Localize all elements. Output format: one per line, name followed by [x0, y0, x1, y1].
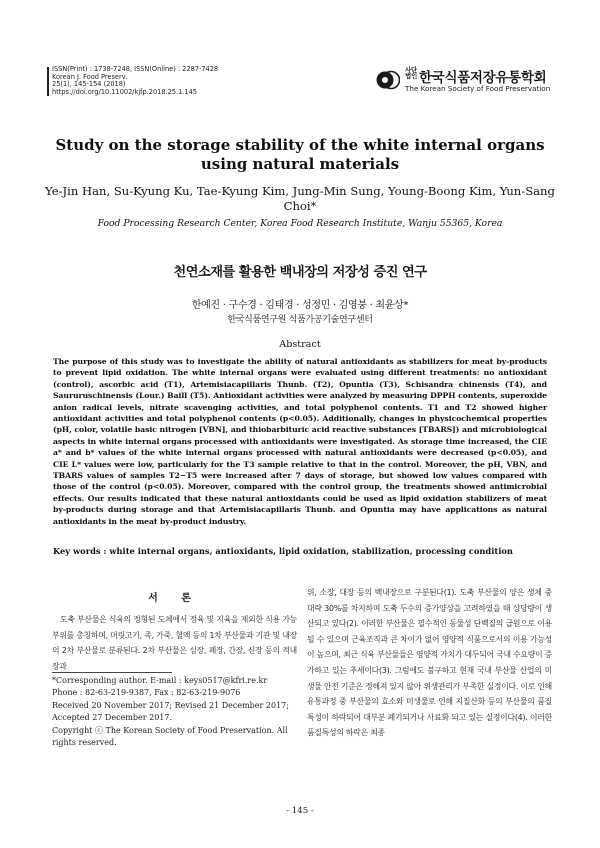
doi-link[interactable]: https://doi.org/10.11002/kjfp.2018.25.1.145 — [52, 87, 197, 96]
abstract-text: The purpose of this study was to investigate the ability of natural antioxidants as stabilizers for meat by-products to prevent lipid oxidation. The white internal organs were evaluated using different treatments: no antioxidant (control), ascorbic acid (T1), Artemisiacapillaris Thunb. (T2), Opuntia (T3), Schisandra chinensis (T4), and Saururuschinensis (Lour.) Baill (T5). Antioxidant activities were analyzed by measuring DPPH contents, superoxide anion radical levels, nitrate scavenging activities, and total polyphenol contents. T1 and T2 showed higher antioxidant activities and total polyphenol contents (p<0.05). Additionally, changes in physicochemical properties (pH, color, volatile basic nitrogen [VBN], and thiobarbituric acid reactive substances [TBARS]) and microbiological aspects in white internal organs processed with antioxidants were investigated. As storage time increased, the CIE a* and b* values of the white internal organs processed with natural antioxidants were decreased (p<0.05), and CIE L* values were low, particularly for the T3 sample relative to that in the control. Moreover, the pH, VBN, and TBARS values of samples T2−T5 were increased after 7 days of storage, but showed low values compared with those of the control (p<0.05). Moreover, compared with the control group, the treatments showed antimicrobial effects. Our results indicated that these natural antioxidants could be used as lipid oxidation stabilizers of meat by-products during storage and that Artemisiacapillaris Thunb. and Opuntia may have applications as natural antioxidants in the meat by-product industry. — [53, 357, 547, 526]
page-number: - 145 - — [286, 806, 314, 816]
society-logo — [376, 66, 556, 100]
society-english-name: The Korean Society of Food Preservation — [405, 84, 551, 93]
korean-affiliation: 한국식품연구원 식품가공기술연구센터 — [227, 315, 373, 325]
received-revised-dates: Received 20 November 2017; Revised 21 December 2017; — [52, 700, 289, 710]
paper-title: Study on the storage stability of the white internal organs using natural materials — [55, 136, 545, 173]
society-korean-name: 사단 법인 한국식품저장유통학회 — [405, 65, 547, 86]
introduction-right-column: 위, 소장, 대장 등의 백내장으로 구분된다(1). 도축 부산물의 양은 생체 중 대략 30%를 차지하며 도축 두수의 증가양상을 고려하였을 때 상당량이 생산되고 있다(2). 이러한 부산물은 필수적인 동물성 단백질의 급원으로 이용될 수 있으며 근육조직과 큰 차이가 없어 영양적 식품으로서의 이용 가능성이 높으며, 최근 식육 부산물들은 영양적 가치가 대두되어 국내 수요량이 증가하고 있는 추세이다(3). 그럼에도 불구하고 현재 국내 부산물 산업의 미생물 안전 기준은 정해져 있지 않아 위생관리가 부족한 실정이다. 이로 인해 유통과정 중 부산물의 효소와 미생물로 인해 지질산화 등의 부산물의 품질특성이 하락되어 대부분 폐기되거나 사료화 되고 있는 실정이다(4). 이러한 품질특성의 하락은 최종 — [307, 588, 553, 738]
paper-authors: Ye-Jin Han, Su-Kyung Ku, Tae-Kyung Kim, Jung-Min Sung, Young-Boong Kim, Yun-Sang Choi* — [45, 184, 555, 213]
header-accent-bar — [47, 67, 49, 96]
footnote — [52, 675, 297, 749]
footnote-divider — [52, 672, 172, 673]
journal-meta — [52, 66, 218, 96]
korean-title: 천연소재를 활용한 백내장의 저장성 증진 연구 — [173, 265, 427, 280]
introduction-heading: 서 론 — [148, 593, 201, 604]
volume-pages: 25(1), 145-154 (2018) — [52, 80, 126, 89]
introduction-left-column: 도축 부산물은 식육의 정형된 도체에서 정육 및 지육을 제외한 식용 가능 부위를 총칭하며, 머릿고기, 족, 가죽, 혈액 등의 1차 부산물과 기관 및 내장의 2차 부산물로 분류된다. 2차 부산물은 심장, 폐장, 간장, 신장 등의 적내장과 — [52, 615, 297, 671]
journal-abbrev: Korean J. Food Preserv. — [52, 72, 128, 81]
paper-affiliation: Food Processing Research Center, Korea Food Research Institute, Wanju 55365, Korea — [97, 218, 503, 229]
corresponding-author: *Corresponding author. E-mail : keys0517@kfri.re.kr — [52, 676, 268, 685]
korean-authors: 한예진 · 구수경 · 김태경 · 성정민 · 김영붕 · 최윤상* — [191, 300, 409, 311]
copyright-notice: Copyright ⓒ The Korean Society of Food Preservation. All rights reserved. — [52, 725, 288, 748]
accepted-date: Accepted 27 December 2017. — [52, 713, 173, 723]
keywords: Key words : white internal organs, antioxidants, lipid oxidation, stabilization, processing condition — [53, 546, 513, 556]
issn-line: ISSN(Print) : 1738-7248, ISSN(Online) : 2287-7428 — [52, 65, 219, 73]
society-tag: 사단 법인 — [405, 65, 417, 80]
abstract-heading: Abstract — [279, 339, 321, 350]
society-emblem-icon — [376, 68, 400, 92]
contact-phone-fax: Phone : 82-63-219-9387, Fax : 82-63-219-9076 — [52, 688, 241, 698]
